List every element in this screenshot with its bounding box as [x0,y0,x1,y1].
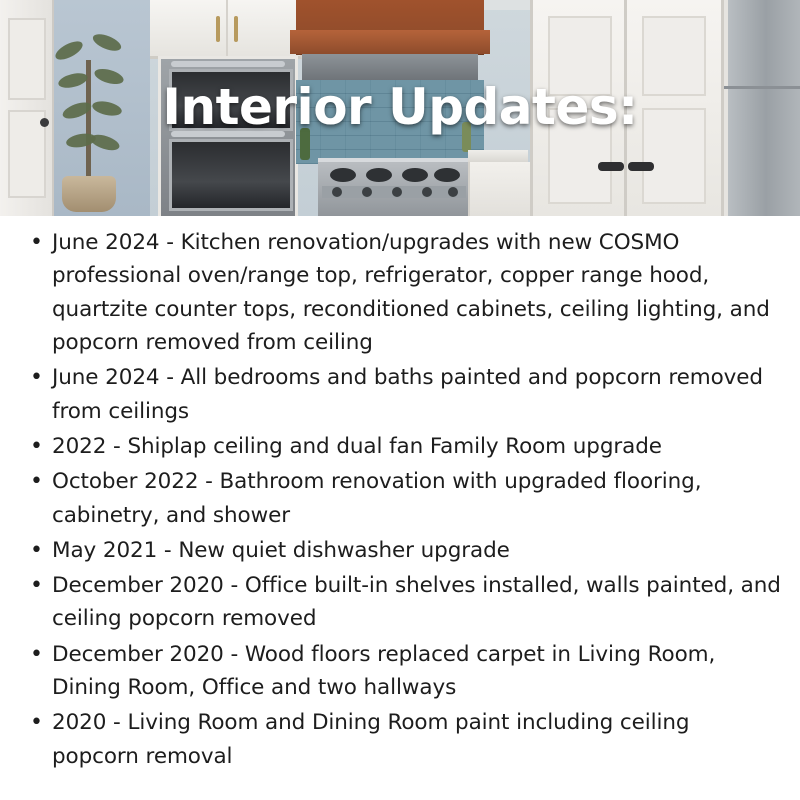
range-hood-vent [302,54,478,80]
range-hood-flare [290,30,490,54]
plant-pot [62,176,116,212]
burner [402,168,428,182]
pantry-door-handle [628,162,654,171]
range-knob [362,187,372,197]
range-knob [392,187,402,197]
list-item: • December 2020 - Office built-in shelves installed, walls painted, and ceiling popcorn removed [52,569,782,636]
burner [434,168,460,182]
range-knob [332,187,342,197]
oven-door-bottom [169,139,293,211]
page-title: Interior Updates: [162,78,638,136]
pantry-door-handle [598,162,624,171]
list-item: • 2022 - Shiplap ceiling and dual fan Family Room upgrade [52,430,782,463]
range-knob [448,187,458,197]
burner [366,168,392,182]
list-item: • 2020 - Living Room and Dining Room paint including ceiling popcorn removal [52,706,782,773]
quartzite-counter [468,150,528,162]
list-item: • June 2024 - All bedrooms and baths painted and popcorn removed from ceilings [52,361,782,428]
cabinet-handle [216,16,220,42]
list-item: • October 2022 - Bathroom renovation with upgraded flooring, cabinetry, and shower [52,465,782,532]
updates-list [18,226,782,773]
base-cabinet [468,162,530,216]
updates-section [0,216,800,800]
oven-handle [171,61,285,67]
list-item: • December 2020 - Wood floors replaced carpet in Living Room, Dining Room, Office and two hallways [52,638,782,705]
list-item: • June 2024 - Kitchen renovation/upgrades with new COSMO professional oven/range top, refrigerator, copper range hood, quartzite counter tops, reconditioned cabinets, ceiling lighting, and popcorn removed from ceiling [52,226,782,359]
cabinet-handle [234,16,238,42]
range-knob [422,187,432,197]
list-item: • May 2021 - New quiet dishwasher upgrade [52,534,782,567]
range-knob-panel [322,186,466,198]
burner [330,168,356,182]
hero-banner [0,0,800,216]
